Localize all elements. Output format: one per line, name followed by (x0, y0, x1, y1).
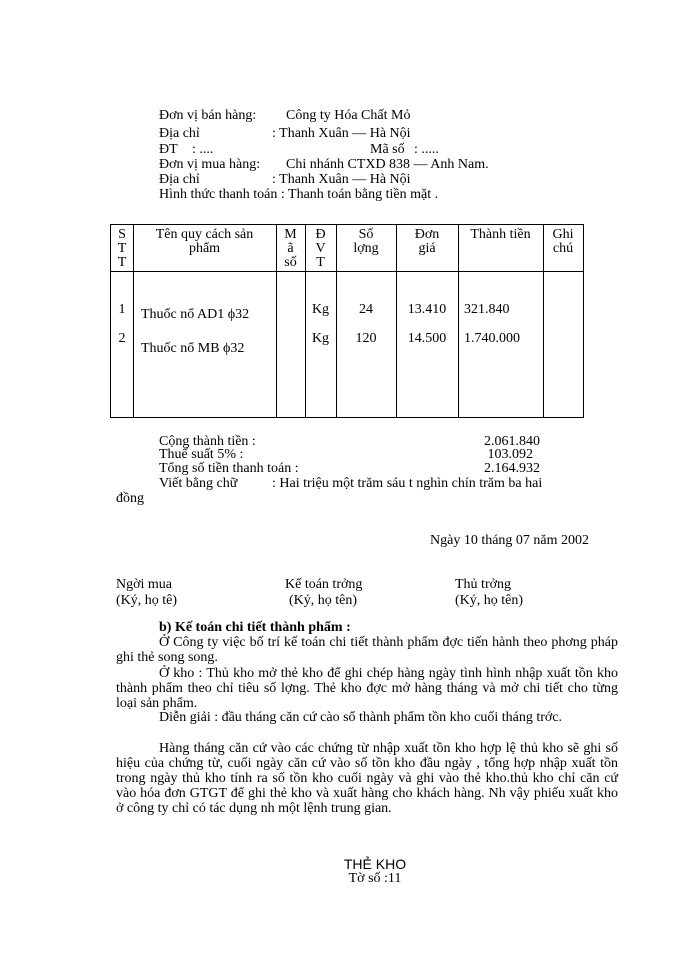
seller-value: Công ty Hóa Chất Mỏ (286, 108, 411, 123)
header-code: M ã số (284, 227, 297, 270)
row-2-product-name: Thuốc nổ MB ϕ32 (141, 341, 245, 356)
header-amount: Thành tiền (470, 227, 531, 242)
total-value: 2.164.932 (484, 461, 540, 476)
amount-in-words-continued: đồng (116, 491, 144, 506)
row-1-unit-price: 13.410 (407, 302, 447, 317)
buyer-label: Đơn vị mua hàng: (159, 157, 261, 172)
header-unit: Đ V T (315, 227, 326, 270)
address1-value: : Thanh Xuân — Hà Nội (272, 126, 411, 141)
row-1-quantity: 24 (359, 302, 373, 317)
row-2-quantity: 120 (355, 331, 377, 346)
section-paragraph-4: Hàng tháng căn cứ vào các chứng từ nhập xuất tồn kho hợp lệ thủ kho sẽ ghi số hiệu của chứng từ, cuối ngày căn cứ vào số tồn kho đầu ngày , tổng hợp nhập xuất tồn trong ngày thủ kho tính ra số tồn kho cuối ngày và ghi vào thẻ kho.thủ kho chỉ căn cứ vào hóa đơn GTGT để ghi thẻ kho và xuất hàng cho khách hàng. Nh vậy phiếu xuất kho ở công ty chỉ có tác dụng nh một lệnh trung gian. (116, 741, 618, 816)
header-product-name: Tên quy cách sản phẩm (155, 227, 254, 256)
section-paragraph-1: Ở Công ty việc bố trí kế toán chi tiết thành phẩm đợc tiến hành theo phơng pháp ghi thẻ song song. (116, 635, 618, 665)
subtotal-value: 2.061.840 (484, 434, 540, 449)
signature-accountant-title: Kế toán trởng (285, 577, 363, 592)
stock-card-title: THẺ KHO (343, 856, 407, 872)
amount-in-words-label: Viết bằng chữ (159, 476, 238, 491)
seller-label: Đơn vị bán hàng: (159, 108, 257, 123)
tax-rate-label: Thuế suất 5% : (159, 447, 244, 462)
tax-value: 103.092 (487, 447, 533, 462)
row-2-amount: 1.740.000 (464, 331, 520, 346)
stock-card-sheet-number: Tờ số :11 (348, 871, 402, 886)
row-1-product-name: Thuốc nổ AD1 ϕ32 (141, 307, 250, 322)
phone-value: : .... (192, 142, 214, 157)
signature-director-note: (Ký, họ tên) (455, 593, 524, 608)
section-paragraph-2: Ở kho : Thủ kho mở thẻ kho để ghi chép hàng ngày tình hình nhập xuất tồn kho thành phẩm theo chỉ tiêu số lợng. Thẻ kho đợc mở hàng tháng và mở chi tiết cho từng loại sản phẩm. (116, 666, 618, 711)
amount-in-words-value: : Hai triệu một trăm sáu t nghìn chín trăm ba hai (272, 476, 543, 491)
row-1-amount: 321.840 (464, 302, 510, 317)
address2-label: Địa chỉ (159, 172, 200, 187)
total-label: Tổng số tiền thanh toán : (159, 461, 299, 476)
address2-value: : Thanh Xuân — Hà Nội (272, 172, 411, 187)
signature-buyer-note: (Ký, họ tê) (116, 593, 178, 608)
buyer-value: Chi nhánh CTXD 838 — Anh Nam. (286, 157, 489, 172)
signature-director-title: Thủ trởng (455, 577, 512, 592)
row-1-stt: 1 (118, 302, 126, 317)
address1-label: Địa chỉ (159, 126, 200, 141)
signature-accountant-note: (Ký, họ tên) (289, 593, 358, 608)
row-2-unit: Kg (311, 331, 330, 346)
invoice-date: Ngày 10 tháng 07 năm 2002 (430, 533, 590, 548)
tax-code-value: : ..... (414, 142, 439, 157)
phone-label: ĐT (159, 142, 178, 157)
header-stt: S T T (117, 227, 127, 270)
row-1-unit: Kg (311, 302, 330, 317)
tax-code-label: Mã số (370, 142, 405, 157)
subtotal-label: Cộng thành tiền : (159, 434, 256, 449)
header-quantity: Số lợng (353, 227, 379, 256)
signature-buyer-title: Ngời mua (116, 577, 173, 592)
invoice-table (110, 224, 584, 418)
section-heading: b) Kế toán chi tiết thành phẩm : (159, 620, 351, 635)
row-2-unit-price: 14.500 (407, 331, 447, 346)
header-note: Ghi chú (552, 227, 574, 256)
payment-method: Hình thức thanh toán : Thanh toán bằng tiền mặt . (159, 187, 439, 202)
header-unit-price: Đơn giá (414, 227, 440, 256)
row-2-stt: 2 (118, 331, 126, 346)
section-paragraph-3: Diễn giải : đầu tháng căn cứ cào sổ thành phẩm tồn kho cuối tháng trớc. (159, 710, 562, 725)
